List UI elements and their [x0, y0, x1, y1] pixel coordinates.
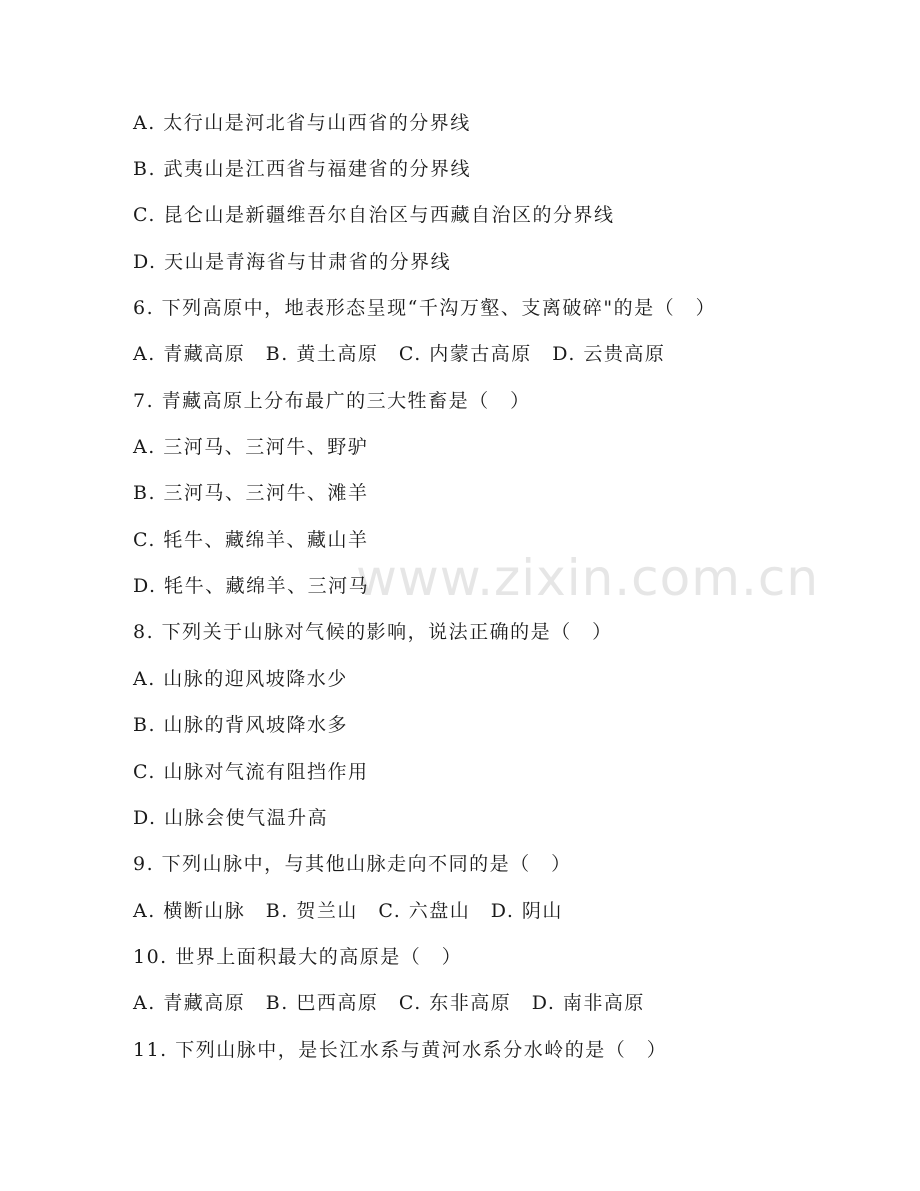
option-8c: C. 山脉对气流有阻挡作用	[133, 761, 369, 783]
option-5d: D. 天山是青海省与甘肃省的分界线	[133, 251, 452, 273]
option-7a: A. 三河马、三河牛、野驴	[133, 436, 369, 458]
option-5b: B. 武夷山是江西省与福建省的分界线	[133, 158, 472, 180]
option-7d: D. 牦牛、藏绵羊、三河马	[133, 575, 370, 597]
watermark: www.zixin.com.cn	[356, 549, 820, 607]
option-8a: A. 山脉的迎风坡降水少	[133, 668, 348, 690]
option-7c: C. 牦牛、藏绵羊、藏山羊	[133, 529, 369, 551]
option-5a: A. 太行山是河北省与山西省的分界线	[133, 112, 471, 134]
options-10: A. 青藏高原 B. 巴西高原 C. 东非高原 D. 南非高原	[133, 992, 645, 1014]
question-10: 10. 世界上面积最大的高原是（ ）	[133, 946, 463, 968]
option-8d: D. 山脉会使气温升高	[133, 807, 329, 829]
question-9: 9. 下列山脉中，与其他山脉走向不同的是（ ）	[133, 853, 572, 875]
option-8b: B. 山脉的背风坡降水多	[133, 714, 349, 736]
question-7: 7. 青藏高原上分布最广的三大牲畜是（ ）	[133, 390, 531, 412]
options-6: A. 青藏高原 B. 黄土高原 C. 内蒙古高原 D. 云贵高原	[133, 343, 666, 365]
question-8: 8. 下列关于山脉对气候的影响，说法正确的是（ ）	[133, 621, 613, 643]
option-7b: B. 三河马、三河牛、滩羊	[133, 482, 369, 504]
question-11: 11. 下列山脉中，是长江水系与黄河水系分水岭的是（ ）	[133, 1039, 668, 1061]
option-5c: C. 昆仑山是新疆维吾尔自治区与西藏自治区的分界线	[133, 204, 615, 226]
question-6: 6. 下列高原中，地表形态呈现“千沟万壑、支离破碎"的是（ ）	[133, 297, 717, 319]
options-9: A. 横断山脉 B. 贺兰山 C. 六盘山 D. 阴山	[133, 900, 563, 922]
